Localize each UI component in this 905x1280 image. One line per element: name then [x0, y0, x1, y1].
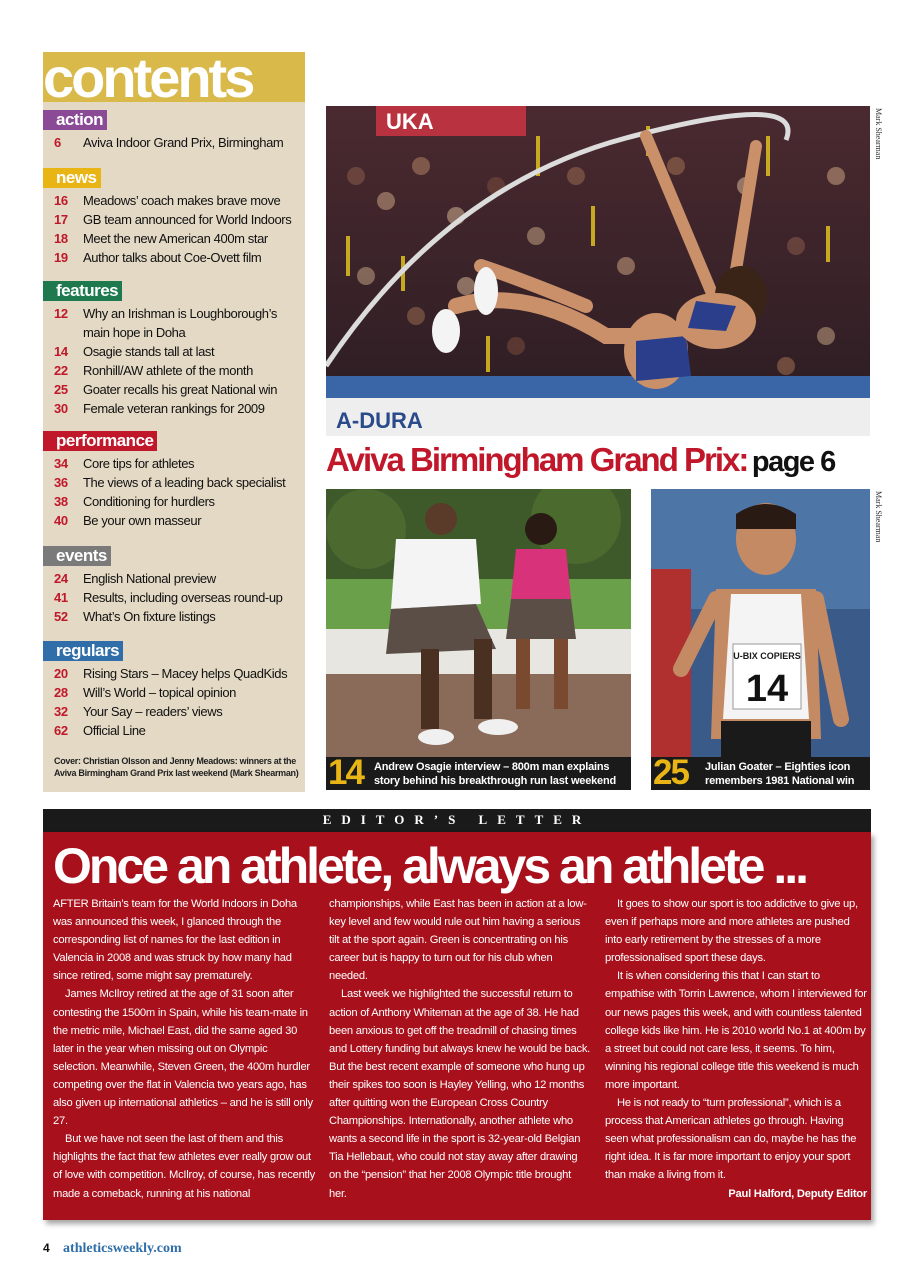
- entry-page-number: 30: [54, 401, 68, 416]
- entry-page-number: 25: [54, 382, 68, 397]
- entry-title: Your Say – readers’ views: [83, 704, 223, 719]
- editors-letter-heading-bar: [43, 809, 871, 832]
- contents-entry[interactable]: [43, 210, 305, 229]
- entry-title: Meet the new American 400m star: [83, 231, 268, 246]
- banner-bottom-text: A-DURA: [336, 408, 423, 433]
- entry-page-number: 40: [54, 513, 68, 528]
- grand-prix-headline-page: page 6: [751, 446, 835, 478]
- entry-title: Results, including overseas round-up: [83, 590, 283, 605]
- letter-paragraph: Last week we highlighted the successful return to action of Anthony Whiteman at the age of 38. He had been anxious to get off the treadmill of chasing times and Lottery funding but always knew he would be back. But the best recent example of someone who hung up their spikes too soon is Hayley Yelling, who 12 months after quitting won the European Cross Country Championships. Internationally, another athlete who wants a second life in the sport is 32-year-old Belgian Tia Hellebaut, who could not stay away after drawing on the “pension” that her 2008 Olympic title brought her.: [329, 988, 591, 1200]
- entry-page-number: 6: [54, 135, 61, 150]
- letter-column-3: [605, 895, 867, 1203]
- contents-title: contents: [43, 46, 253, 109]
- entry-title: Meadows’ coach makes brave move: [83, 193, 281, 208]
- contents-section-news: [43, 168, 305, 267]
- banner-text: UKA: [386, 109, 434, 134]
- photo-credit-top: Mark Shearman: [874, 108, 883, 160]
- page-footer: [43, 1241, 182, 1257]
- section-label: regulars: [43, 641, 123, 661]
- entry-page-number: 24: [54, 571, 68, 586]
- contents-entry[interactable]: [43, 683, 305, 702]
- letter-column-1: [53, 895, 315, 1203]
- goater-photo: [651, 489, 870, 757]
- contents-entry[interactable]: [43, 664, 305, 683]
- entry-page-number: 14: [54, 344, 68, 359]
- entry-page-number: 52: [54, 609, 68, 624]
- contents-entry[interactable]: [43, 702, 305, 721]
- contents-entry[interactable]: [43, 380, 305, 399]
- entry-page-number: 22: [54, 363, 68, 378]
- editors-letter-title: Once an athlete, always an athlete ...: [53, 838, 806, 894]
- letter-paragraph: It goes to show our sport is too addictive to give up, even if perhaps more and more athletes are pushed into early retirement by the stresses of a more professionalised sport these days.: [605, 898, 858, 965]
- entry-title: GB team announced for World Indoors: [83, 212, 292, 227]
- letter-paragraph: It is when considering this that I can start to empathise with Torrin Lawrence, whom I interviewed for our news pages this week, and with countless talented college kids like him. He is 2010 world No.1 at 400m by a street but could not care less, it seems. To him, winning his regional college title this weekend is much more important.: [605, 970, 867, 1091]
- entry-page-number: 16: [54, 193, 68, 208]
- entry-page-number: 19: [54, 250, 68, 265]
- entry-page-number: 41: [54, 590, 68, 605]
- entry-title: Will’s World – topical opinion: [83, 685, 236, 700]
- grand-prix-headline-red: Aviva Birmingham Grand Prix:: [326, 441, 748, 478]
- section-label: events: [43, 546, 111, 566]
- entry-title: Conditioning for hurdlers: [83, 494, 215, 509]
- osagie-photo: [326, 489, 631, 757]
- editors-letter-heading: EDITOR’S LETTER: [322, 812, 592, 827]
- caption-goater[interactable]: [651, 753, 870, 792]
- contents-entry[interactable]: [43, 304, 305, 342]
- entry-page-number: 32: [54, 704, 68, 719]
- page-number: 4: [43, 1241, 50, 1255]
- entry-title: Aviva Indoor Grand Prix, Birmingham: [83, 135, 284, 150]
- entry-title: Author talks about Coe-Ovett film: [83, 250, 262, 265]
- bib-brand: U-BIX COPIERS: [733, 651, 801, 661]
- contents-entry[interactable]: [43, 191, 305, 210]
- contents-entry[interactable]: [43, 454, 305, 473]
- entry-page-number: 12: [54, 306, 68, 321]
- letter-paragraph: championships, while East has been in action at a low-key level and few would rule out him having a serious tilt at the sport again. Green is concentrating on his career but is happy to turn out for his club when needed.: [329, 898, 587, 983]
- contents-entry[interactable]: [43, 133, 305, 152]
- section-label: features: [43, 281, 122, 301]
- contents-section-action: [43, 110, 305, 152]
- contents-entry[interactable]: [43, 399, 305, 418]
- pole-vault-illustration: [326, 106, 870, 436]
- letter-column-2: [329, 895, 591, 1203]
- caption-goater-page: 25: [653, 753, 688, 792]
- entry-page-number: 62: [54, 723, 68, 738]
- letter-paragraph: He is not ready to “turn professional”, which is a process that American athletes go through. Having seen what professionalism can do, maybe he has the right idea. It is far more important to enjoy your sport than make a living from it.: [605, 1097, 857, 1182]
- cover-credit: Cover: Christian Olsson and Jenny Meadows: winners at the Aviva Birmingham Grand Prix last weekend (Mark Shearman): [54, 756, 299, 778]
- contents-entry[interactable]: [43, 361, 305, 380]
- caption-osagie-page: 14: [328, 753, 363, 792]
- entry-title: Rising Stars – Macey helps QuadKids: [83, 666, 288, 681]
- contents-entry[interactable]: [43, 588, 305, 607]
- caption-osagie-text: Andrew Osagie interview – 800m man explains story behind his breakthrough run last weekend: [374, 761, 617, 787]
- contents-entry[interactable]: [43, 492, 305, 511]
- letter-paragraph: But we have not seen the last of them and this highlights the fact that few athletes ever really grow out of love with competition. McIlroy, of course, has recently made a comeback, running at his national: [53, 1133, 315, 1200]
- osagie-illustration: [326, 489, 631, 757]
- entry-title: Be your own masseur: [83, 513, 202, 528]
- caption-osagie[interactable]: [326, 753, 631, 792]
- entry-title: The views of a leading back specialist: [83, 475, 286, 490]
- site-url[interactable]: athleticsweekly.com: [63, 1241, 182, 1256]
- entry-page-number: 18: [54, 231, 68, 246]
- entry-title: Female veteran rankings for 2009: [83, 401, 265, 416]
- contents-entry[interactable]: [43, 229, 305, 248]
- letter-paragraph: James McIlroy retired at the age of 31 soon after contesting the 1500m in Spain, while his team-mate in the metric mile, Michael East, did the same aged 30 later in the year when missing out on Olympic selection. Meanwhile, Steven Green, the 400m hurdler competing over the flat in Valencia two years ago, has also given up international athletics – and he is still only 27.: [53, 988, 313, 1128]
- entry-page-number: 20: [54, 666, 68, 681]
- contents-section-performance: [43, 431, 305, 530]
- contents-entry[interactable]: [43, 342, 305, 361]
- entry-page-number: 34: [54, 456, 68, 471]
- letter-signoff: Paul Halford, Deputy Editor: [728, 1187, 867, 1200]
- entry-title: Ronhill/AW athlete of the month: [83, 363, 253, 378]
- entry-title: Official Line: [83, 723, 146, 738]
- contents-entry[interactable]: [43, 569, 305, 588]
- section-label: action: [43, 110, 107, 130]
- contents-entry[interactable]: [43, 721, 305, 740]
- contents-title-bar: [43, 46, 305, 109]
- entry-title: Goater recalls his great National win: [83, 382, 278, 397]
- contents-entry[interactable]: [43, 607, 305, 626]
- caption-goater-text: Julian Goater – Eighties icon remembers 1981 National win: [705, 761, 855, 787]
- entry-page-number: 17: [54, 212, 68, 227]
- photo-credit-right: Mark Shearman: [874, 491, 883, 543]
- contents-entry[interactable]: [43, 473, 305, 492]
- entry-title: Osagie stands tall at last: [83, 344, 215, 359]
- contents-entry[interactable]: [43, 511, 305, 530]
- entry-title: English National preview: [83, 571, 216, 586]
- contents-section-events: [43, 546, 305, 626]
- section-label: news: [43, 168, 101, 188]
- section-label: performance: [43, 431, 157, 451]
- entry-page-number: 28: [54, 685, 68, 700]
- contents-section-regulars: [43, 641, 305, 740]
- goater-illustration: [651, 489, 870, 757]
- entry-title: Why an Irishman is Loughborough’s main hope in Doha: [83, 306, 277, 340]
- entry-page-number: 38: [54, 494, 68, 509]
- entry-title: Core tips for athletes: [83, 456, 195, 471]
- grand-prix-headline[interactable]: [326, 441, 876, 481]
- contents-entry[interactable]: [43, 248, 305, 267]
- entry-title: What’s On fixture listings: [83, 609, 216, 624]
- editors-letter: [43, 832, 871, 1220]
- contents-section-features: [43, 281, 305, 418]
- bib-number: 14: [745, 668, 789, 710]
- pole-vault-photo: [326, 106, 870, 436]
- letter-paragraph: AFTER Britain’s team for the World Indoors in Doha was announced this week, I glanced through the corresponding list of names for the last edition in Valencia in 2008 and was struck by how many had since retired, some might say prematurely.: [53, 898, 297, 983]
- entry-page-number: 36: [54, 475, 68, 490]
